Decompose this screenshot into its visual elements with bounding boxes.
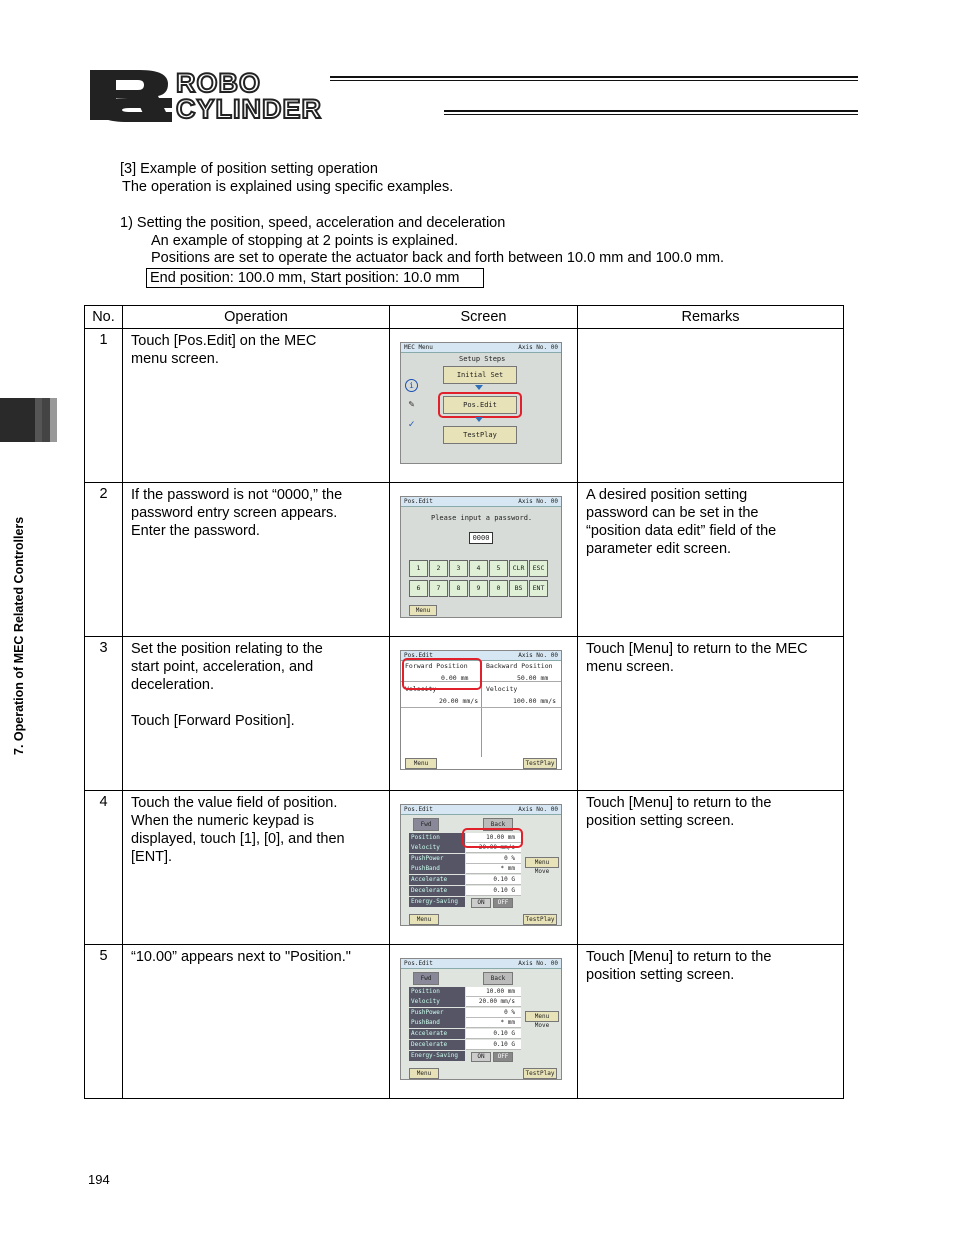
password-screen xyxy=(400,496,562,618)
testplay-button[interactable]: TestPlay xyxy=(523,914,557,925)
key-9[interactable]: 9 xyxy=(469,580,488,597)
remarks-line: A desired position setting xyxy=(586,487,748,503)
energy-saving-row: Energy-Saving xyxy=(409,1051,521,1061)
key-2[interactable]: 2 xyxy=(429,560,448,577)
key-4[interactable]: 4 xyxy=(469,560,488,577)
key-0[interactable]: 0 xyxy=(489,580,508,597)
remarks-line: position setting screen. xyxy=(586,967,735,983)
operation-line: Enter the password. xyxy=(131,523,260,539)
position-edit-screen xyxy=(400,650,562,770)
password-prompt: Please input a password. xyxy=(431,514,533,522)
pos-edit-button[interactable]: Pos.Edit xyxy=(443,396,517,414)
header-screen: Screen xyxy=(390,306,578,329)
remarks-line: Touch [Menu] to return to the xyxy=(586,795,772,811)
param-row: Decelerate 0.10 G xyxy=(409,886,521,896)
on-button[interactable]: ON xyxy=(471,898,491,908)
key-esc[interactable]: ESC xyxy=(529,560,548,577)
off-button[interactable]: OFF xyxy=(493,1052,513,1062)
testplay-button[interactable]: TestPlay xyxy=(523,758,557,769)
key-ent[interactable]: ENT xyxy=(529,580,548,597)
menu-button[interactable]: Menu xyxy=(409,914,439,925)
arrow-down-icon xyxy=(475,417,483,422)
password-field[interactable]: 0000 xyxy=(469,532,493,544)
operation-line: menu screen. xyxy=(131,351,219,367)
operation-line: If the password is not “0000,” the xyxy=(131,487,343,503)
menu-move-button[interactable]: Menu Move xyxy=(525,1011,559,1022)
highlight-box xyxy=(438,392,522,418)
backward-position-label[interactable]: Backward Position xyxy=(486,662,553,670)
param-row: PushPower 0 % xyxy=(409,854,521,864)
operation-line: [ENT]. xyxy=(131,849,173,865)
menu-button[interactable]: Menu xyxy=(409,605,437,616)
screen-title: MEC Menu xyxy=(404,344,433,351)
operation-cell xyxy=(123,637,390,791)
table-row xyxy=(85,483,844,637)
operation-line: When the numeric keypad is xyxy=(131,813,314,829)
setup-steps-label: Setup Steps xyxy=(459,355,506,363)
param-row: Velocity 20.00 mm/s xyxy=(409,843,521,853)
chapter-side-title: 7. Operation of MEC Related Controllers xyxy=(12,516,26,755)
row-number: 4 xyxy=(85,791,123,945)
remarks-line: password can be set in the xyxy=(586,505,759,521)
forward-velocity-label: Velocity xyxy=(405,685,437,693)
back-button[interactable]: Back xyxy=(483,972,513,985)
position-detail-screen xyxy=(400,804,562,926)
back-button[interactable]: Back xyxy=(483,818,513,831)
mec-menu-screen xyxy=(400,342,562,464)
screen-title: Pos.Edit xyxy=(404,806,433,813)
axis-label: Axis No. 00 xyxy=(518,498,558,505)
fwd-button[interactable]: Fwd xyxy=(413,818,439,831)
param-row: Position 10.00 mm xyxy=(409,987,521,997)
remarks-cell xyxy=(578,483,844,637)
row-number: 1 xyxy=(85,329,123,483)
screen-cell xyxy=(390,791,578,945)
remarks-line: “position data edit” field of the xyxy=(586,523,777,539)
table-row xyxy=(85,637,844,791)
row-number: 3 xyxy=(85,637,123,791)
operation-line: Set the position relating to the xyxy=(131,641,323,657)
screen-title: Pos.Edit xyxy=(404,960,433,967)
screen-title-bar xyxy=(401,497,561,507)
param-row: Accelerate 0.10 G xyxy=(409,875,521,885)
forward-position-value[interactable]: 0.00 mm xyxy=(441,674,469,682)
menu-button[interactable]: Menu xyxy=(409,1068,439,1079)
operation-cell xyxy=(123,483,390,637)
operation-cell xyxy=(123,329,390,483)
operation-cell xyxy=(123,945,390,1099)
remarks-cell xyxy=(578,791,844,945)
screen-title: Pos.Edit xyxy=(404,652,433,659)
operation-table xyxy=(84,305,844,1099)
testplay-button[interactable]: TestPlay xyxy=(443,426,517,444)
screen-title: Pos.Edit xyxy=(404,498,433,505)
operation-line: start point, acceleration, and xyxy=(131,659,314,675)
remarks-line: position setting screen. xyxy=(586,813,735,829)
remarks-line: Touch [Menu] to return to the xyxy=(586,949,772,965)
arrow-down-icon xyxy=(475,385,483,390)
axis-label: Axis No. 00 xyxy=(518,344,558,351)
check-icon[interactable]: ✓ xyxy=(408,419,415,430)
fwd-button[interactable]: Fwd xyxy=(413,972,439,985)
remarks-line: menu screen. xyxy=(586,659,674,675)
operation-line: deceleration. xyxy=(131,677,215,693)
operation-line: “10.00” appears next to "Position." xyxy=(131,949,351,965)
operation-line: password entry screen appears. xyxy=(131,505,338,521)
table-row xyxy=(85,945,844,1099)
param-row: PushBand * mm xyxy=(409,1018,521,1028)
forward-velocity-value[interactable]: 20.00 mm/s xyxy=(439,697,479,705)
header-rule-3 xyxy=(444,110,858,112)
param-row: Position 10.00 mm xyxy=(409,833,521,843)
logo-word-cylinder: CYLINDER xyxy=(176,94,323,124)
axis-label: Axis No. 00 xyxy=(518,652,558,659)
axis-label: Axis No. 00 xyxy=(518,806,558,813)
on-button[interactable]: ON xyxy=(471,1052,491,1062)
header-operation: Operation xyxy=(123,306,390,329)
remarks-line: Touch [Menu] to return to the MEC xyxy=(586,641,808,657)
remarks-cell xyxy=(578,945,844,1099)
param-row: PushPower 0 % xyxy=(409,1008,521,1018)
highlight-box xyxy=(462,828,523,848)
operation-line: Touch the value field of position. xyxy=(131,795,338,811)
screen-title-bar xyxy=(401,805,561,815)
key-8[interactable]: 8 xyxy=(449,580,468,597)
backward-position-value[interactable]: 50.00 mm xyxy=(517,674,549,682)
key-5[interactable]: 5 xyxy=(489,560,508,577)
tool-icon[interactable]: ✎ xyxy=(408,399,415,410)
key-bs[interactable]: BS xyxy=(509,580,528,597)
operation-line: displayed, touch [1], [0], and then xyxy=(131,831,345,847)
key-1[interactable]: 1 xyxy=(409,560,428,577)
header-rule-4 xyxy=(444,114,858,115)
boxed-positions: End position: 100.0 mm, Start position: 10.0 mm xyxy=(146,268,484,288)
key-7[interactable]: 7 xyxy=(429,580,448,597)
header-rule-2 xyxy=(330,80,858,81)
screen-title-bar xyxy=(401,343,561,353)
chapter-tab xyxy=(0,398,57,442)
highlight-box xyxy=(402,658,482,690)
screen-title-bar xyxy=(401,959,561,969)
backward-velocity-value[interactable]: 100.00 mm/s xyxy=(513,697,557,705)
forward-position-label[interactable]: Forward Position xyxy=(405,662,468,670)
param-row: Decelerate 0.10 G xyxy=(409,1040,521,1050)
row-number: 5 xyxy=(85,945,123,1099)
section-intro: The operation is explained using specific examples. xyxy=(122,179,454,195)
header-rule-1 xyxy=(330,76,858,78)
header-no: No. xyxy=(85,306,123,329)
remarks-line: parameter edit screen. xyxy=(586,541,732,557)
operation-cell xyxy=(123,791,390,945)
remarks-cell xyxy=(578,329,844,483)
screen-cell xyxy=(390,329,578,483)
off-button[interactable]: OFF xyxy=(493,898,513,908)
position-detail-screen xyxy=(400,958,562,1080)
testplay-button[interactable]: TestPlay xyxy=(523,1068,557,1079)
table-header-row xyxy=(85,306,844,329)
item1-line2: An example of stopping at 2 points is explained. xyxy=(151,233,459,249)
section-heading: [3] Example of position setting operation xyxy=(120,161,378,177)
key-clr[interactable]: CLR xyxy=(509,560,528,577)
key-6[interactable]: 6 xyxy=(409,580,428,597)
operation-line: Touch [Forward Position]. xyxy=(131,713,295,729)
param-row: Velocity 20.00 mm/s xyxy=(409,997,521,1007)
logo-word-robo: ROBO xyxy=(176,68,261,98)
key-3[interactable]: 3 xyxy=(449,560,468,577)
param-row: Accelerate 0.10 G xyxy=(409,1029,521,1039)
initial-set-button[interactable]: Initial Set xyxy=(443,366,517,384)
menu-button[interactable]: Menu xyxy=(405,758,437,769)
screen-cell xyxy=(390,637,578,791)
row-number: 2 xyxy=(85,483,123,637)
page-number: 194 xyxy=(88,1172,110,1187)
row-divider xyxy=(401,707,561,708)
header-remarks: Remarks xyxy=(578,306,844,329)
item1-line3: Positions are set to operate the actuator back and forth between 10.0 mm and 100.0 mm. xyxy=(151,250,725,266)
rc-logo-mark-icon xyxy=(88,68,174,124)
screen-cell xyxy=(390,945,578,1099)
remarks-cell xyxy=(578,637,844,791)
param-row: PushBand * mm xyxy=(409,864,521,874)
menu-move-button[interactable]: Menu Move xyxy=(525,857,559,868)
info-icon[interactable]: i xyxy=(405,379,418,392)
screen-cell xyxy=(390,483,578,637)
table-row xyxy=(85,329,844,483)
operation-line: Touch [Pos.Edit] on the MEC xyxy=(131,333,317,349)
item1-title: 1) Setting the position, speed, acceleration and deceleration xyxy=(120,215,506,231)
energy-saving-row: Energy-Saving xyxy=(409,897,521,907)
axis-label: Axis No. 00 xyxy=(518,960,558,967)
operation-line xyxy=(131,694,383,712)
table-row xyxy=(85,791,844,945)
backward-velocity-label: Velocity xyxy=(486,685,518,693)
